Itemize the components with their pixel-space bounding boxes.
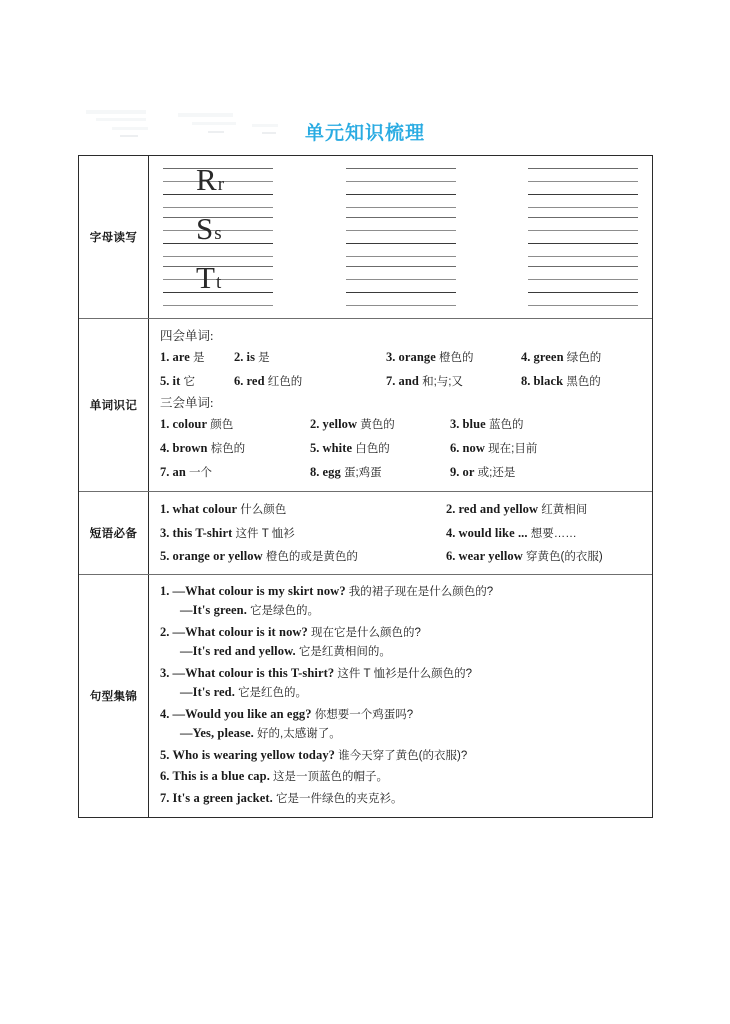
phrase-number: 3. — [160, 525, 170, 540]
word-item — [160, 438, 310, 459]
sentence-item — [160, 767, 644, 786]
phrase-english: wear yellow — [458, 549, 523, 564]
sentence-answer — [160, 642, 644, 661]
sentence-number: 5. — [160, 747, 170, 762]
guide-line — [346, 230, 456, 231]
three-skill-words-block — [160, 393, 644, 482]
phrase-chinese: 什么颜色 — [240, 504, 287, 517]
word-number: 5. — [160, 373, 170, 388]
word-item — [160, 414, 310, 435]
phrase-item — [446, 499, 644, 520]
letter-lowercase: s — [214, 223, 223, 244]
handwriting-lines[interactable] — [528, 266, 638, 306]
word-english: or — [462, 464, 475, 479]
word-number: 1. — [160, 417, 170, 432]
guide-line — [346, 279, 456, 280]
knowledge-table — [78, 155, 653, 818]
word-english: colour — [172, 417, 208, 432]
letter-uppercase: R — [196, 162, 218, 197]
guide-line — [346, 168, 456, 169]
word-item — [234, 371, 386, 392]
word-item — [160, 371, 234, 392]
word-number: 6. — [450, 440, 460, 455]
phrase-item — [160, 546, 446, 567]
sentence-answer-chinese: 它是红黄相间的。 — [298, 646, 391, 659]
row-label-words: 单词识记 — [79, 319, 149, 491]
guide-line — [346, 256, 456, 257]
sentence-answer-english: —Yes, please. — [180, 726, 254, 741]
word-item — [450, 462, 644, 483]
scan-artifact — [178, 113, 233, 117]
word-number: 9. — [450, 464, 460, 479]
phrase-number: 4. — [446, 525, 456, 540]
word-number: 6. — [234, 373, 244, 388]
scan-artifact — [86, 110, 146, 114]
sentence-question-chinese: 现在它是什么颜色的? — [311, 626, 421, 639]
letter-uppercase: S — [196, 211, 215, 246]
word-english: yellow — [322, 417, 358, 432]
phrase-number: 1. — [160, 502, 170, 517]
guide-line — [528, 266, 638, 267]
row-label-letters: 字母读写 — [79, 156, 149, 318]
three-skill-heading: 三会单词: — [160, 396, 214, 411]
sentence-answer — [160, 683, 644, 702]
word-item — [521, 347, 644, 368]
sentence-question-chinese: 这是一顶蓝色的帽子。 — [273, 771, 389, 784]
sentence-item — [160, 746, 644, 765]
word-item — [310, 438, 450, 459]
sentence-number: 6. — [160, 769, 170, 784]
phrase-item — [160, 523, 446, 544]
table-row-letters — [79, 156, 652, 319]
sentence-answer — [160, 724, 644, 743]
handwriting-lines — [163, 260, 273, 306]
word-number: 7. — [386, 373, 396, 388]
phrase-chinese: 想要…… — [530, 527, 577, 540]
word-chinese: 黄色的 — [360, 419, 395, 432]
sentence-answer-chinese: 它是红色的。 — [238, 687, 308, 700]
table-row-phrases — [79, 492, 652, 575]
sentence-question — [160, 767, 644, 786]
guide-line — [163, 305, 273, 306]
word-english: is — [246, 350, 256, 364]
sentence-question-chinese: 这件 T 恤衫是什么颜色的? — [337, 667, 472, 680]
word-english: egg — [322, 464, 341, 479]
handwriting-lines[interactable] — [528, 217, 638, 257]
letter-practice-group[interactable] — [528, 168, 638, 306]
row-label-phrases: 短语必备 — [79, 492, 149, 574]
word-english: brown — [172, 440, 208, 455]
word-item — [450, 438, 644, 459]
word-number: 2. — [234, 350, 244, 364]
word-number: 4. — [521, 350, 531, 364]
sentence-question-chinese: 你想要一个鸡蛋吗? — [314, 708, 414, 721]
guide-line — [163, 256, 273, 257]
guide-line — [528, 217, 638, 218]
handwriting-lines[interactable] — [346, 217, 456, 257]
word-english: red — [246, 373, 265, 388]
three-skill-word-grid — [160, 414, 644, 482]
word-chinese: 是 — [258, 352, 270, 364]
phrase-number: 2. — [446, 502, 456, 517]
word-chinese: 或;还是 — [477, 466, 516, 479]
sentence-question-english: —What colour is it now? — [172, 624, 308, 639]
sentence-answer-english: —It's green. — [180, 603, 247, 618]
four-skill-heading: 四会单词: — [160, 329, 214, 343]
page-title: 单元知识梳理 — [304, 123, 425, 144]
phrase-chinese: 橙色的或是黄色的 — [265, 551, 358, 564]
letter-lowercase: r — [217, 174, 226, 195]
word-english: now — [462, 440, 486, 455]
word-chinese: 棕色的 — [210, 442, 246, 455]
sentence-answer — [160, 601, 644, 620]
word-english: green — [533, 350, 564, 364]
guide-line — [528, 243, 638, 244]
word-chinese: 绿色的 — [566, 352, 602, 364]
word-item — [450, 414, 644, 435]
sentence-question-chinese: 它是一件绿色的夹克衫。 — [275, 792, 403, 805]
guide-line — [346, 181, 456, 182]
word-number: 3. — [450, 417, 460, 432]
word-number: 8. — [310, 464, 320, 479]
word-english: are — [172, 350, 190, 364]
guide-line — [346, 243, 456, 244]
letter-lowercase: t — [215, 272, 223, 293]
guide-line — [528, 181, 638, 182]
sentence-question-chinese: 谁今天穿了黄色(的衣服)? — [338, 749, 468, 762]
sentences-area — [149, 575, 652, 817]
phrase-item — [160, 499, 446, 520]
guide-line — [528, 207, 638, 208]
handwriting-lines[interactable] — [528, 168, 638, 208]
word-chinese: 黑色的 — [566, 375, 601, 388]
phrase-chinese: 穿黄色(的衣服) — [526, 551, 603, 564]
word-chinese: 白色的 — [355, 442, 390, 455]
guide-line — [346, 194, 456, 195]
phrase-item — [446, 546, 644, 567]
sentence-item — [160, 705, 644, 744]
sentence-question-english: —What colour is my skirt now? — [172, 584, 346, 598]
handwriting-lines — [163, 211, 273, 257]
words-area — [149, 319, 652, 491]
word-chinese: 是 — [193, 352, 205, 364]
phrases-area — [149, 492, 652, 574]
sentence-question — [160, 623, 644, 642]
word-chinese: 现在;目前 — [488, 442, 538, 455]
word-number: 2. — [310, 417, 320, 432]
phrase-number: 5. — [160, 549, 170, 564]
word-number: 1. — [160, 350, 170, 364]
sentence-answer-english: —It's red. — [180, 685, 235, 700]
word-number: 7. — [160, 464, 170, 479]
guide-line — [346, 266, 456, 267]
sentence-question — [160, 664, 644, 683]
word-item — [310, 414, 450, 435]
handwriting-lines[interactable] — [346, 168, 456, 208]
table-row-words — [79, 319, 652, 492]
guide-line — [528, 194, 638, 195]
sentence-item — [160, 789, 644, 808]
word-number: 4. — [160, 440, 170, 455]
sentence-question — [160, 789, 644, 808]
guide-line — [528, 279, 638, 280]
word-chinese: 它 — [183, 375, 195, 388]
word-english: white — [322, 440, 353, 455]
guide-line — [528, 168, 638, 169]
row-label-sentences: 句型集锦 — [79, 575, 149, 817]
sentence-item — [160, 664, 644, 703]
guide-line — [528, 305, 638, 306]
sentence-question-english: Who is wearing yellow today? — [172, 747, 336, 762]
word-english: orange — [398, 350, 436, 364]
word-chinese: 一个 — [189, 466, 213, 479]
word-item — [310, 462, 450, 483]
word-chinese: 蛋;鸡蛋 — [343, 466, 382, 479]
letter-glyph — [196, 213, 223, 244]
sentence-question-english: —What colour is this T-shirt? — [172, 665, 335, 680]
word-chinese: 红色的 — [267, 375, 303, 388]
phrase-grid — [160, 499, 644, 567]
guide-line — [528, 292, 638, 293]
sentence-number: 4. — [160, 706, 170, 721]
letter-practice-group — [163, 162, 273, 306]
phrase-chinese: 红黄相间 — [541, 504, 588, 517]
word-chinese: 和;与;又 — [422, 375, 463, 388]
word-chinese: 颜色 — [210, 419, 234, 432]
word-item — [386, 371, 521, 392]
phrase-english: this T-shirt — [172, 525, 233, 540]
letters-practice-area — [149, 156, 652, 318]
guide-line — [346, 292, 456, 293]
sentence-question — [160, 705, 644, 724]
sentence-question — [160, 746, 644, 765]
word-number: 8. — [521, 373, 531, 388]
letter-practice-group[interactable] — [346, 168, 456, 306]
four-skill-words-block — [160, 326, 644, 391]
sentence-answer-chinese: 它是绿色的。 — [250, 605, 320, 618]
sentence-number: 3. — [160, 665, 170, 680]
sentence-question-english: —Would you like an egg? — [172, 706, 312, 721]
guide-line — [346, 207, 456, 208]
phrase-chinese: 这件 T 恤衫 — [235, 527, 295, 540]
four-skill-word-grid — [160, 347, 644, 391]
word-item — [160, 462, 310, 483]
sentence-number: 7. — [160, 790, 170, 805]
sentence-question-english: It's a green jacket. — [172, 790, 273, 805]
word-english: an — [172, 464, 186, 479]
word-number: 5. — [310, 440, 320, 455]
guide-line — [346, 217, 456, 218]
word-chinese: 蓝色的 — [488, 419, 524, 432]
letter-uppercase: T — [196, 260, 216, 295]
word-number: 3. — [386, 350, 396, 364]
guide-line — [346, 305, 456, 306]
word-english: black — [533, 373, 564, 388]
guide-line — [528, 230, 638, 231]
sentence-number: 2. — [160, 624, 170, 639]
table-row-sentences — [79, 575, 652, 817]
word-english: and — [398, 373, 419, 388]
sentence-number: 1. — [160, 584, 170, 598]
sentence-question — [160, 582, 644, 601]
guide-line — [163, 207, 273, 208]
sentence-question-english: This is a blue cap. — [172, 769, 270, 784]
sentence-question-chinese: 我的裙子现在是什么颜色的? — [348, 586, 494, 598]
word-item — [160, 347, 234, 368]
word-english: it — [172, 373, 181, 388]
word-chinese: 橙色的 — [439, 352, 474, 364]
sentence-answer-chinese: 好的,太感谢了。 — [257, 728, 341, 741]
phrase-english: would like ... — [458, 525, 528, 540]
sentence-answer-english: —It's red and yellow. — [180, 644, 296, 659]
sentence-item — [160, 623, 644, 662]
handwriting-lines — [163, 162, 273, 208]
phrase-english: red and yellow — [458, 502, 539, 517]
letter-glyph — [196, 262, 222, 293]
guide-line — [528, 256, 638, 257]
word-english: blue — [462, 417, 486, 432]
word-item — [521, 371, 644, 392]
sentence-item — [160, 582, 644, 621]
phrase-number: 6. — [446, 549, 456, 564]
letter-glyph — [196, 164, 225, 195]
word-item — [386, 347, 521, 368]
phrase-english: orange or yellow — [172, 549, 263, 564]
handwriting-lines[interactable] — [346, 266, 456, 306]
phrase-item — [446, 523, 644, 544]
word-item — [234, 347, 386, 368]
phrase-english: what colour — [172, 502, 238, 517]
